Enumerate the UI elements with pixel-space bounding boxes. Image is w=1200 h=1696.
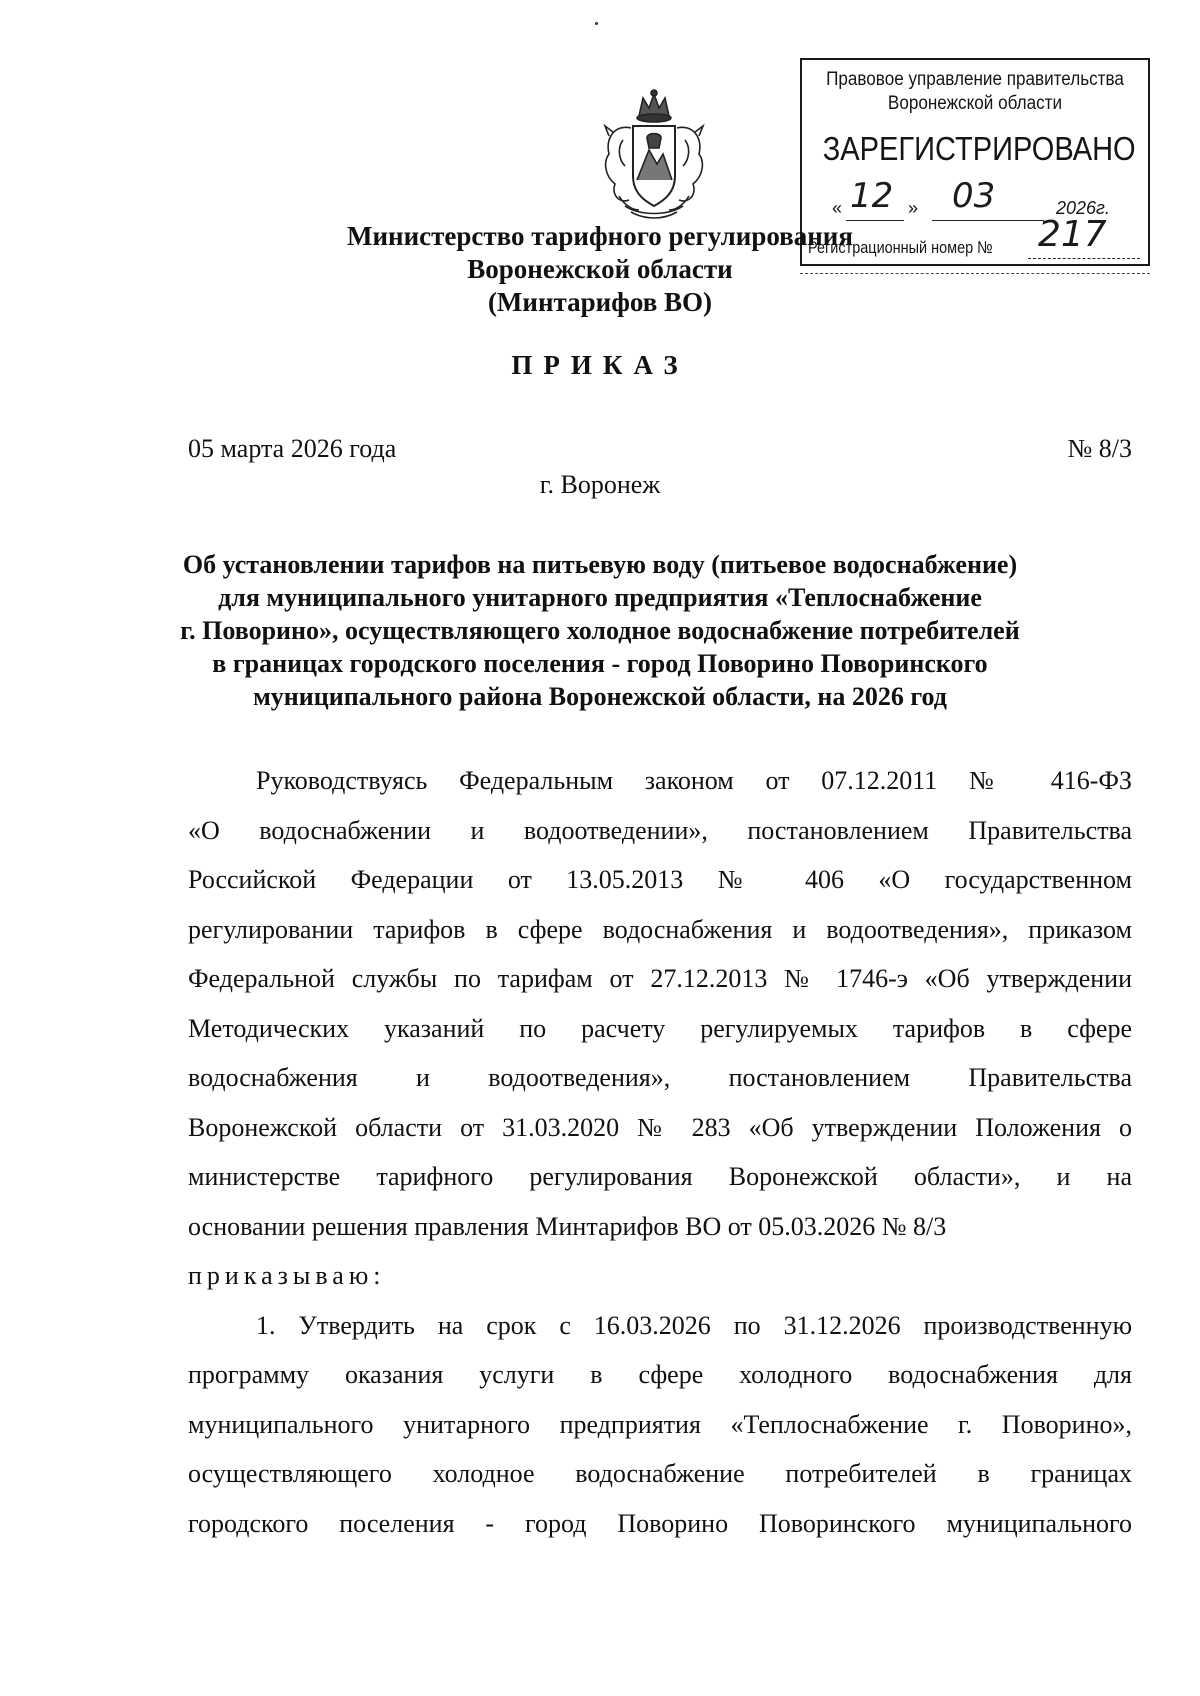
body-line: Воронежской области от 31.03.2020 № 283 «Об утверждении Положения о xyxy=(188,1112,1132,1142)
body-line: Методических указаний по расчету регулируемых тарифов в сфере xyxy=(188,1013,1132,1043)
stamp-org-line-2: Воронежской области xyxy=(887,93,1063,114)
stamp-status: ЗАРЕГИСТРИРОВАНО xyxy=(822,130,1136,167)
body-line: Руководствуясь Федеральным законом от 07.12.2011 № 416-ФЗ xyxy=(256,766,1132,795)
document-type-title: ПРИКАЗ xyxy=(511,350,689,380)
ministry-header xyxy=(300,220,900,319)
stamp-day: 12 xyxy=(850,176,894,216)
stamp-reg-label: Регистрационный номер № xyxy=(808,238,993,257)
body-line: программу оказания услуги в сфере холодного водоснабжения для xyxy=(188,1360,1132,1389)
heading-line: для муниципального унитарного предприятия «Теплоснабжение xyxy=(218,583,982,612)
stamp-quote-open: « xyxy=(832,198,843,218)
body-line: муниципального унитарного предприятия «Теплоснабжение г. Поворино», xyxy=(188,1409,1132,1439)
heading-line: в границах городского поселения - город Поворино Поворинского xyxy=(212,649,988,678)
ministry-name: Министерство тарифного регулирования xyxy=(347,221,853,251)
body-line: Федеральной службы по тарифам от 27.12.2013 № 1746-э «Об утверждении xyxy=(188,964,1132,993)
stamp-year: 2026г. xyxy=(1056,198,1110,218)
stamp-org-line-1: Правовое управление правительства xyxy=(826,69,1124,90)
order-date: 05 марта 2026 года xyxy=(188,434,397,463)
body-line: водоснабжения и водоотведения», постановлением Правительства xyxy=(188,1063,1132,1092)
stamp-organization xyxy=(819,68,1130,116)
heading-line: муниципального района Воронежской области, на 2026 год xyxy=(253,682,947,711)
body-line: Российской Федерации от 13.05.2013 № 406 «О государственном xyxy=(188,865,1132,894)
heading-line: г. Поворино», осуществляющего холодное водоснабжение потребителей xyxy=(180,616,1020,645)
order-city: г. Воронеж xyxy=(539,470,661,499)
body-line: «О водоснабжении и водоотведении», постановлением Правительства xyxy=(188,815,1132,845)
heading-line: Об установлении тарифов на питьевую воду (питьевое водоснабжение) xyxy=(182,550,1018,579)
body-line: 1. Утвердить на срок с 16.03.2026 по 31.12.2026 производственную xyxy=(256,1310,1132,1340)
body-line: осуществляющего холодное водоснабжение потребителей в границах xyxy=(188,1459,1132,1488)
coat-of-arms-emblem xyxy=(595,88,713,224)
stamp-month: 03 xyxy=(952,176,996,216)
order-heading xyxy=(150,548,1050,713)
body-line: регулировании тарифов в сфере водоснабжения и водоотведения», приказом xyxy=(188,914,1132,944)
ministry-abbreviation: (Минтарифов ВО) xyxy=(487,287,713,317)
stamp-reg-line xyxy=(1028,258,1140,259)
order-number: № 8/3 xyxy=(1067,434,1132,463)
order-decree-word: приказываю: xyxy=(188,1261,386,1290)
body-line: городского поселения - город Поворино Поворинского муниципального xyxy=(188,1508,1132,1538)
body-line: министерстве тарифного регулирования Воронежской области», и на xyxy=(188,1162,1132,1191)
stamp-reg-number: 217 xyxy=(1038,214,1107,255)
stamp-quote-close: » xyxy=(908,198,919,218)
order-body xyxy=(188,756,1132,1548)
scan-speck xyxy=(595,22,598,25)
ministry-region: Воронежской области xyxy=(467,254,733,284)
stamp-month-line xyxy=(932,220,1044,221)
body-line: основании решения правления Минтарифов ВО от 05.03.2026 № 8/3 xyxy=(188,1211,947,1241)
